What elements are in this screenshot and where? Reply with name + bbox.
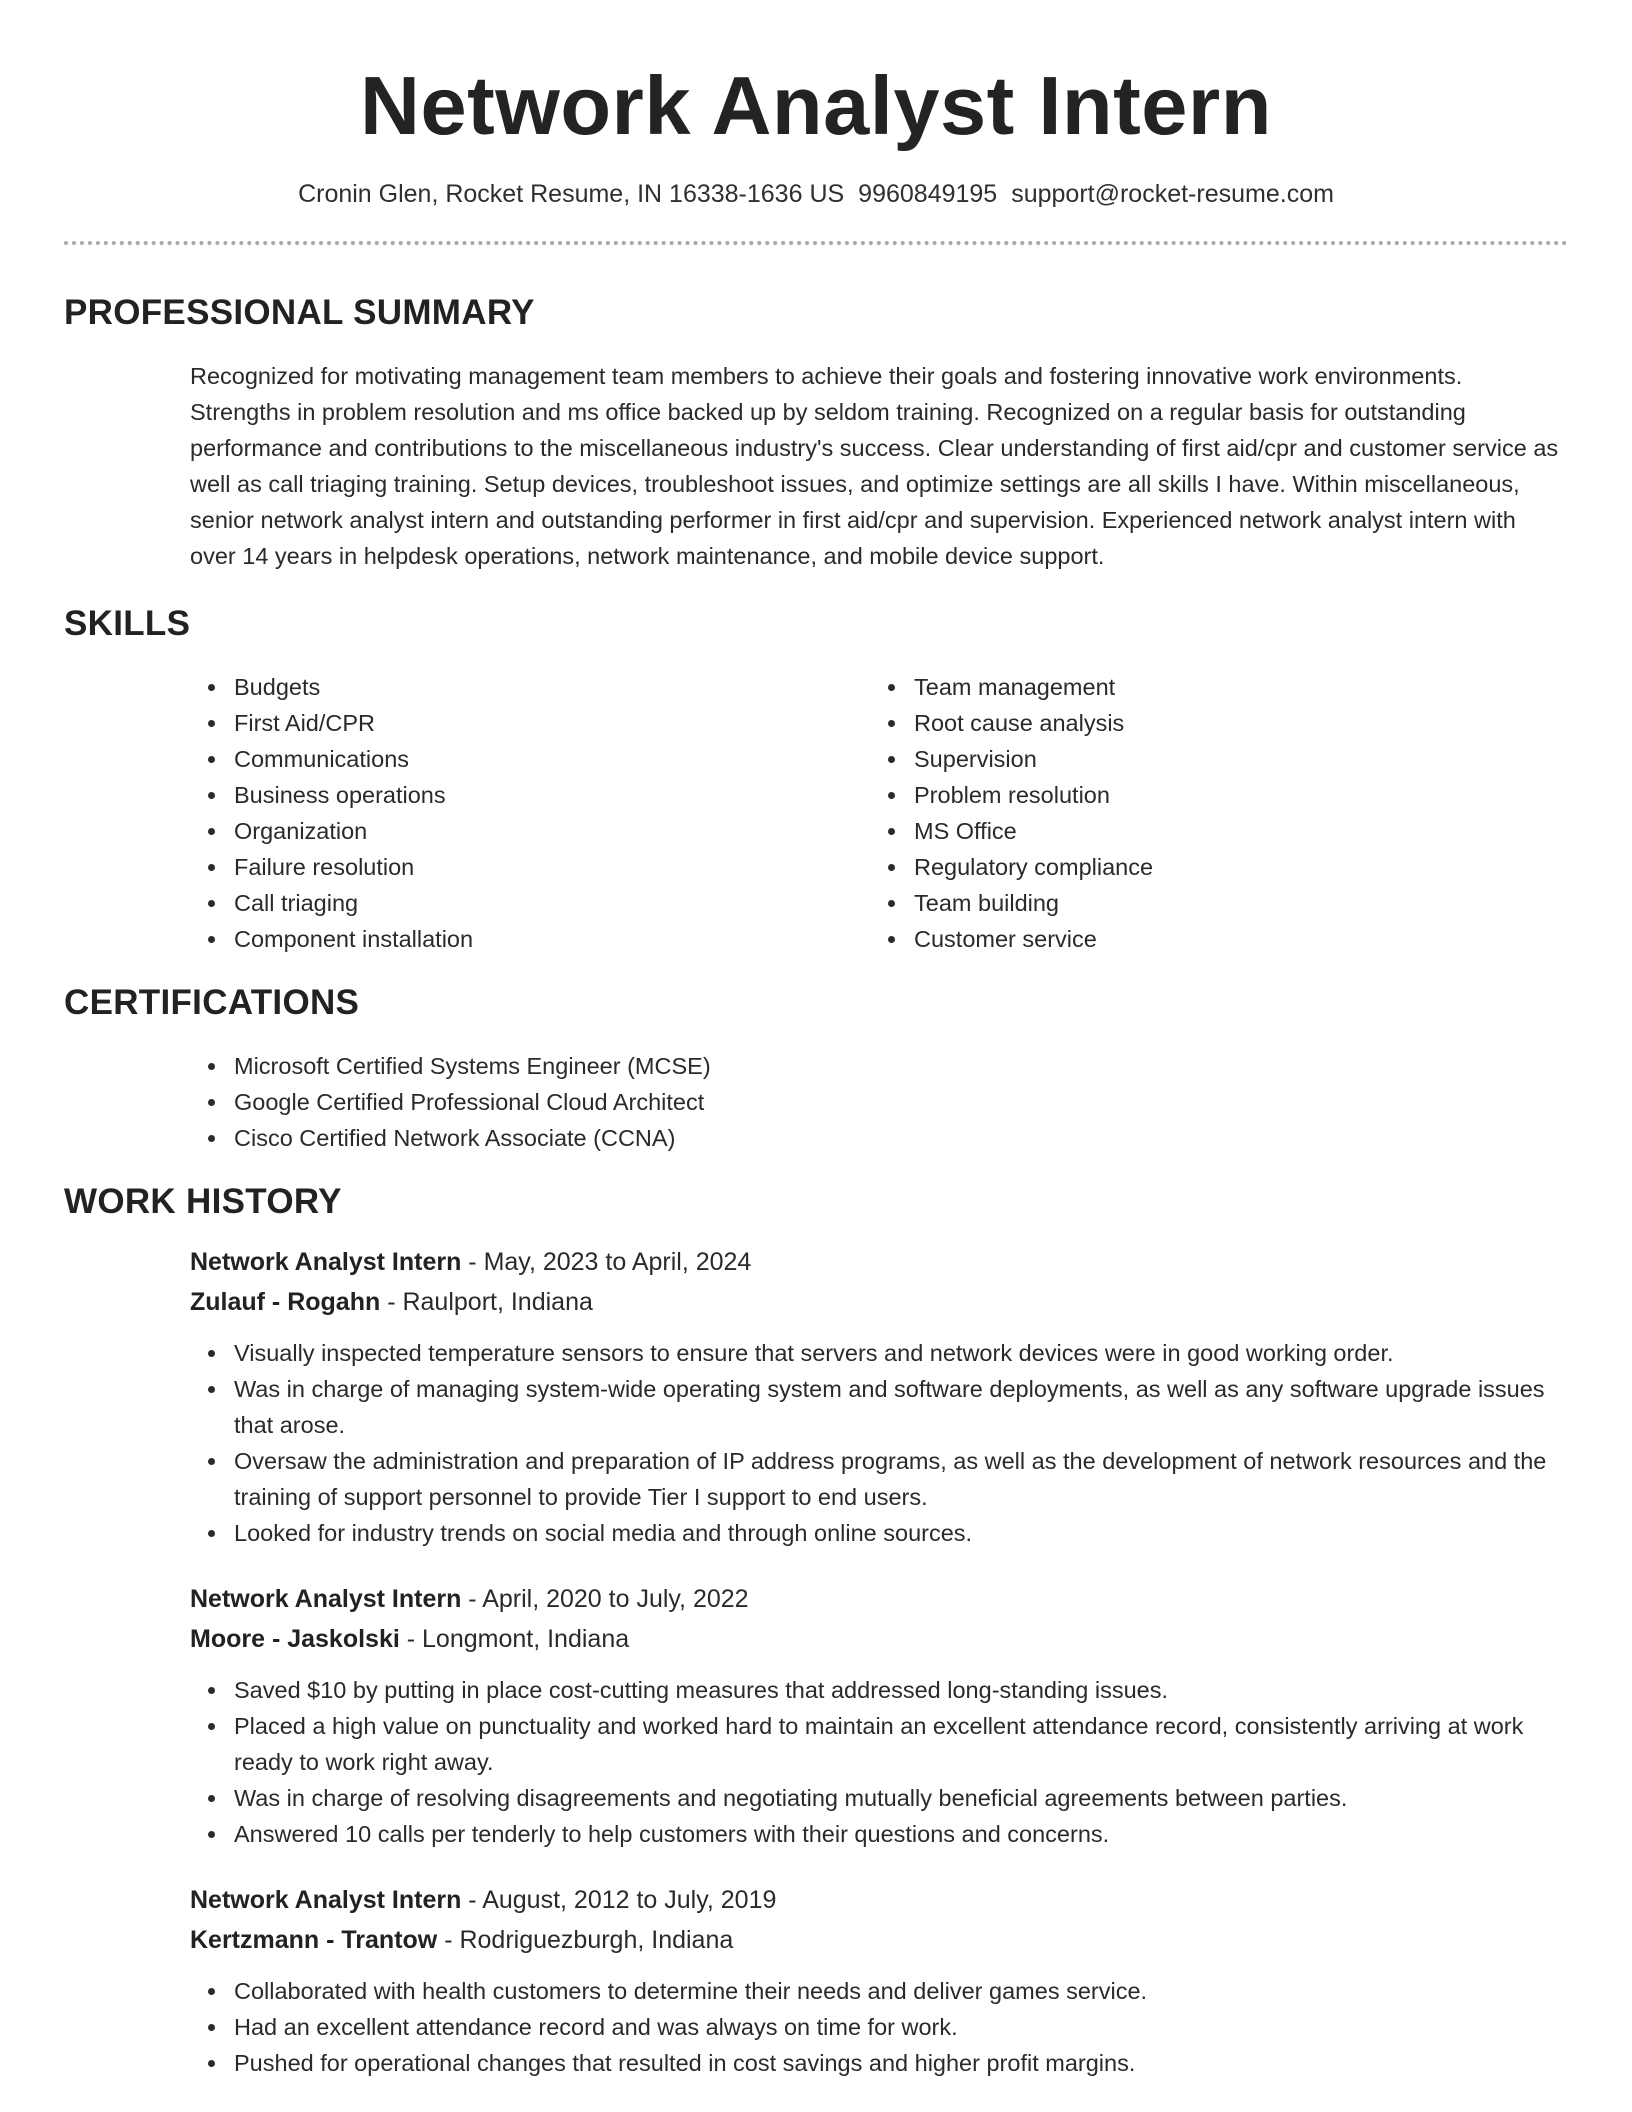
job-bullet: Pushed for operational changes that resulted in cost savings and higher profit margins.	[234, 2045, 1568, 2081]
job-entry	[190, 1242, 1568, 1551]
job-company: Moore - Jaskolski	[190, 1625, 400, 1653]
header-divider	[64, 241, 1568, 245]
job-location: - Rodriguezburgh, Indiana	[437, 1926, 734, 1954]
skill-item: Failure resolution	[234, 849, 870, 885]
skill-item: Call triaging	[234, 885, 870, 921]
job-title-line	[190, 1242, 1568, 1282]
job-company-line	[190, 1920, 1568, 1960]
candidate-name: Network Analyst Intern	[360, 59, 1272, 152]
job-title: Network Analyst Intern	[190, 1585, 462, 1613]
skill-item: Regulatory compliance	[914, 849, 1550, 885]
job-bullet: Had an excellent attendance record and was always on time for work.	[234, 2009, 1568, 2045]
skill-item: Team building	[914, 885, 1550, 921]
job-title-line	[190, 1579, 1568, 1619]
job-location: - Longmont, Indiana	[399, 1625, 630, 1653]
contact-email: support@rocket-resume.com	[1011, 180, 1334, 208]
skill-item: Communications	[234, 741, 870, 777]
job-company: Zulauf - Rogahn	[190, 1288, 381, 1316]
certifications-section	[190, 1048, 1568, 1156]
work-history-heading: WORK HISTORY	[64, 1182, 342, 1221]
job-bullet: Oversaw the administration and preparation of IP address programs, as well as the development of network resources and the training of support personnel to provide Tier I support to end users.	[234, 1443, 1568, 1515]
job-company: Kertzmann - Trantow	[190, 1926, 438, 1954]
job-dates: - August, 2012 to July, 2019	[461, 1886, 777, 1914]
skill-item: Team management	[914, 669, 1550, 705]
skills-list-left	[190, 669, 870, 957]
job-bullet: Was in charge of resolving disagreements and negotiating mutually beneficial agreements between parties.	[234, 1780, 1568, 1816]
job-bullets	[190, 1973, 1568, 2081]
skills-heading: SKILLS	[64, 604, 191, 643]
job-bullets	[190, 1335, 1568, 1551]
certification-item: Microsoft Certified Systems Engineer (MCSE)	[234, 1048, 1568, 1084]
skill-item: Problem resolution	[914, 777, 1550, 813]
skills-column-right	[870, 669, 1550, 957]
contact-phone: 9960849195	[858, 180, 998, 208]
skill-item: Root cause analysis	[914, 705, 1550, 741]
certification-item: Google Certified Professional Cloud Architect	[234, 1084, 1568, 1120]
job-dates: - April, 2020 to July, 2022	[461, 1585, 749, 1613]
skill-item: Supervision	[914, 741, 1550, 777]
skills-column-left	[190, 669, 870, 957]
skill-item: First Aid/CPR	[234, 705, 870, 741]
job-bullet: Collaborated with health customers to determine their needs and deliver games service.	[234, 1973, 1568, 2009]
job-entry	[190, 1579, 1568, 1852]
skills-grid	[190, 669, 1568, 957]
job-company-line	[190, 1619, 1568, 1659]
job-bullet: Visually inspected temperature sensors to ensure that servers and network devices were in good working order.	[234, 1335, 1568, 1371]
certifications-list	[190, 1048, 1568, 1156]
job-bullet: Answered 10 calls per tenderly to help customers with their questions and concerns.	[234, 1816, 1568, 1852]
summary-text: Recognized for motivating management team members to achieve their goals and fostering innovative work environments. Strengths in problem resolution and ms office backed up by seldom training. Recognized on a regular basis for outstanding performance and contributions to the miscellaneous industry's success. Clear understanding of first aid/cpr and customer service as well as call triaging training. Setup devices, troubleshoot issues, and optimize settings are all skills I have. Within miscellaneous, senior network analyst intern and outstanding performer in first aid/cpr and supervision. Experienced network analyst intern with over 14 years in helpdesk operations, network maintenance, and mobile device support.	[190, 363, 1559, 569]
skill-item: Component installation	[234, 921, 870, 957]
job-bullet: Looked for industry trends on social media and through online sources.	[234, 1515, 1568, 1551]
job-bullets	[190, 1672, 1568, 1852]
certifications-heading: CERTIFICATIONS	[64, 983, 360, 1022]
skill-item: Business operations	[234, 777, 870, 813]
summary-section	[190, 358, 1568, 574]
job-dates: - May, 2023 to April, 2024	[461, 1248, 752, 1276]
skill-item: MS Office	[914, 813, 1550, 849]
contact-address: Cronin Glen, Rocket Resume, IN 16338-1636 US	[298, 180, 845, 208]
job-company-line	[190, 1282, 1568, 1322]
job-bullet: Saved $10 by putting in place cost-cutting measures that addressed long-standing issues.	[234, 1672, 1568, 1708]
resume-page	[64, 0, 1568, 2081]
skill-item: Organization	[234, 813, 870, 849]
job-title-line	[190, 1880, 1568, 1920]
job-bullet: Was in charge of managing system-wide operating system and software deployments, as well as any software upgrade issues that arose.	[234, 1371, 1568, 1443]
certification-item: Cisco Certified Network Associate (CCNA)	[234, 1120, 1568, 1156]
skill-item: Budgets	[234, 669, 870, 705]
job-bullet: Placed a high value on punctuality and worked hard to maintain an excellent attendance record, consistently arriving at work ready to work right away.	[234, 1708, 1568, 1780]
job-title: Network Analyst Intern	[190, 1886, 462, 1914]
skills-list-right	[870, 669, 1550, 957]
job-entry	[190, 1880, 1568, 2081]
contact-line	[64, 178, 1568, 210]
job-title: Network Analyst Intern	[190, 1248, 462, 1276]
job-location: - Raulport, Indiana	[380, 1288, 593, 1316]
skills-section	[190, 669, 1568, 957]
skill-item: Customer service	[914, 921, 1550, 957]
summary-heading: PROFESSIONAL SUMMARY	[64, 293, 535, 332]
